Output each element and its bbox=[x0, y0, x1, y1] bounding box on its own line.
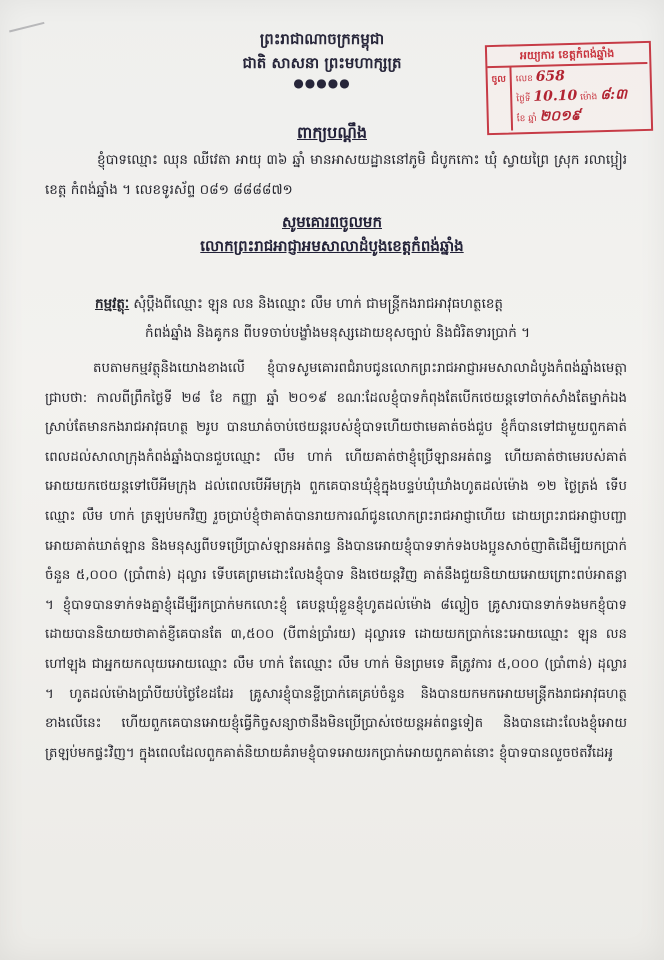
stamp-title: អយ្យការ ខេត្តកំពង់ឆ្នាំង bbox=[487, 43, 647, 68]
document-title: ពាក្យបណ្តឹង bbox=[297, 123, 367, 142]
ornament-stars: ●●●●● bbox=[293, 76, 351, 90]
recipient: លោកព្រះរាជអាជ្ញាអមសាលាដំបូងខេត្តកំពង់ឆ្នាំង bbox=[200, 237, 464, 255]
subject-line-2: កំពង់ឆ្នាំង និងគូកន ពីបទចាប់បង្ខាំងមនុស្សដោយខុសច្បាប់ និងជំរិតទារប្រាក់ ។ bbox=[145, 325, 530, 341]
complaint-body: តបតាមកម្មវត្ថុនិងយោងខាងលើ ខ្ញុំបាទសូមគោរពជំរាបជូនលោកព្រះរាជអាជ្ញាអមសាលាដំបូងកំពង់ឆ្នាំងមេត្តាជ្រាបថា: កាលពីព្រឹកថ្ងៃទី ២៨ ខែ កញ្ញា ឆ្នាំ ២០១៩ ខណៈដែលខ្ញុំបាទកំពុងតែបើកថេយន្តទៅចាក់សាំងតែម្នាក់ឯង ស្រាប់តែមានកងរាជអាវុធហត្ថ ២រូប បានឃាត់ចាប់ថេយន្តរបស់ខ្ញុំបាទហើយថាមេគាត់ចង់ជួប ខ្ញុំក៏បានទៅជាមួយពួកគាត់ ពេលដល់សាលាក្រុងកំពង់ឆ្នាំងបានជួបឈ្មោះ លឹម ហាក់ ហើយគាត់ថាខ្ញុំប្រើឡានអត់ពន្ធ ហើយគាត់ថាមេរបស់គាត់អោយយកថេយន្តទៅបើអីមក្រុង ដល់ពេលបើអីមក្រុង ពួកគេបានឃុំខ្ញុំក្នុងបន្ទប់ឃុំឃាំងហូតដល់ម៉ោង ១២ ថ្ងៃត្រង់ ទើបឈ្មោះ លឹម ហាក់ ត្រឡប់មកវិញ រួចប្រាប់ខ្ញុំថាគាត់បានរាយការណ៍ជូនលោកព្រះរាជអាជ្ញាហើយ ដោយព្រះរាជអាជ្ញាបញ្ជាអោយគាត់ឃាត់ឡាន និងមនុស្សពីបទប្រើប្រាស់ឡានអត់ពន្ធ និងបានអោយខ្ញុំបាទទាក់ទងបងប្អូនសាច់ញាតិដើម្បីយកប្រាក់ចំនួន ៥,០០០ (ប្រាំពាន់) ដុល្លារ ទើបគេព្រមដោះលែងខ្ញុំបាទ និងថេយន្តវិញ គាត់នឹងជួយនិយាយអោយព្រោះពប់អាតន្លា ។ ខ្ញុំបាទបានទាក់ទងគ្នាខ្ញុំដើម្បីរកប្រាក់មកលោះខ្ញុំ គេបន្តឃុំខ្លួនខ្ញុំហូតដល់ម៉ោង ៨ល្ងៀច គ្រូសារបានទាក់ទងមកខ្ញុំបាទដោយបាននិយាយថាគាត់ខ្ញីគេបានតែ ៣,៥០០ (បីពាន់ប្រាំរយ) ដុល្លារទេ ដោយយកប្រាក់នេះអោយឈ្មោះ ឡុន លន ហៅឡុង ជាអ្នកយកលុយអោយឈ្មោះ លឹម ហាក់ តែឈ្មោះ លឹម ហាក់ មិនព្រមទេ គឺត្រូវការ ៥,០០០ (ប្រាំពាន់) ដុល្លារ ។ ហូតដល់ម៉ោងប្រាំបីយប់ថ្ងៃខែដដែរ គ្រូសារខ្ញុំបានខ្ចីប្រាក់គេគ្រប់ចំនួន និងបានយកមកអោយមន្ត្រីកងរាជអាវុធហត្ថខាងលើនេះ ហើយពួកគេបានអោយខ្ញុំធ្វើកិច្ចសន្យាថានឹងមិនប្រើប្រាស់ថេយន្តអត់ពន្ធទៀត និងបានដោះលែងខ្ញុំអោយត្រឡប់មកផ្ទះវិញ។ ក្នុងពេលដែលពួកគាត់និយាយគំរាមខ្ញុំបាទអោយរកប្រាក់អោយពួកគាត់នោះ ខ្ញុំបាទបានលួចថតវីដេអូ bbox=[45, 361, 627, 761]
stamp-date-label: ថ្ងៃទី bbox=[516, 94, 531, 105]
received-stamp bbox=[485, 41, 653, 135]
stamp-date-row bbox=[516, 85, 644, 107]
complainant-intro: ខ្ញុំបាទឈ្មោះ ឈុន ឈីវេតា អាយុ ៣៦ ឆ្នាំ មានអាសយដ្ឋាននៅភូមិ ជំបូកកោះ ឃុំ ស្វាយព្រៃ ស្រុក រលាប្អៀរ ខេត្ត កំពង់ឆ្នាំង ។ លេខទូរស័ព្ទ ០៨១ ៨៨៨៨៧១ bbox=[45, 152, 627, 198]
stamp-number-row bbox=[515, 65, 643, 87]
kingdom-heading: ព្រះរាជាណាចក្រកម្ពុជា bbox=[259, 30, 385, 48]
stamp-year-value: ២០១៩ bbox=[539, 107, 581, 125]
subject-line-1: សុំប្តឹងពីឈ្មោះ ឡុន លន និងឈ្មោះ លឹម ហាក់ ជាមន្ត្រីកងរាជអាវុធហត្ថខេត្ត bbox=[133, 296, 503, 312]
stamp-side-label: ចូល bbox=[487, 67, 513, 131]
stamp-time-value: ៨:៣ bbox=[599, 86, 628, 104]
national-motto: ជាតិ សាសនា ព្រះមហាក្សត្រ bbox=[242, 54, 402, 72]
subject-label: កម្មវត្ថុៈ bbox=[95, 296, 130, 312]
stamp-number-value: 658 bbox=[535, 68, 566, 85]
stamp-time-label: ម៉ោង bbox=[580, 92, 598, 103]
stamp-number-label: លេខ bbox=[515, 73, 534, 85]
stamp-year-label: ខែ ឆ្នាំ bbox=[516, 113, 537, 125]
subject-block bbox=[95, 290, 635, 348]
stamp-date-value: 10.10 bbox=[533, 87, 578, 105]
salutation: សូមគោរពចូលមក bbox=[282, 213, 382, 231]
